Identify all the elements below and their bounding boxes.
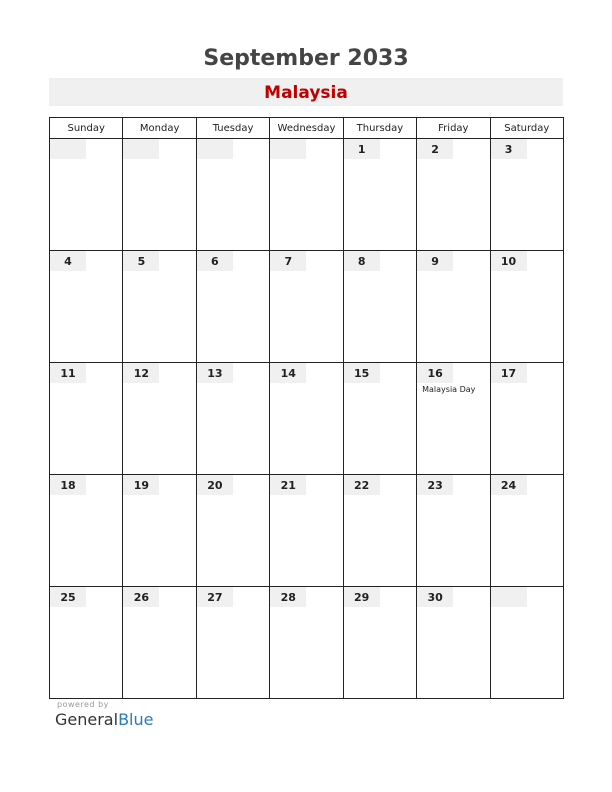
day-number: 13	[197, 363, 233, 383]
day-cell	[417, 475, 490, 587]
day-number: 6	[197, 251, 233, 271]
day-cell	[417, 251, 490, 363]
week-row	[50, 475, 564, 587]
day-cell	[417, 139, 490, 251]
weekday-header: Sunday	[50, 118, 123, 139]
day-number: 1	[344, 139, 380, 159]
calendar-body	[50, 139, 564, 699]
footer-branding	[55, 700, 153, 729]
weekday-header: Wednesday	[270, 118, 343, 139]
day-number	[50, 139, 86, 159]
day-cell	[196, 363, 269, 475]
calendar-title: September 2033	[203, 46, 409, 71]
day-cell	[417, 587, 490, 699]
day-number: 27	[197, 587, 233, 607]
day-cell	[123, 139, 196, 251]
day-cell	[50, 475, 123, 587]
day-cell	[490, 139, 563, 251]
day-number: 9	[417, 251, 453, 271]
logo-text-general: General	[55, 710, 119, 729]
day-number: 18	[50, 475, 86, 495]
logo-text-blue: Blue	[118, 710, 154, 729]
day-cell	[196, 475, 269, 587]
day-cell	[123, 475, 196, 587]
day-number: 23	[417, 475, 453, 495]
country-banner	[49, 78, 563, 106]
day-cell	[50, 251, 123, 363]
day-cell	[270, 363, 343, 475]
day-cell	[123, 587, 196, 699]
day-cell	[417, 363, 490, 475]
day-cell	[343, 139, 416, 251]
day-cell	[50, 587, 123, 699]
calendar-grid	[49, 117, 564, 699]
day-number: 8	[344, 251, 380, 271]
day-number: 14	[270, 363, 306, 383]
day-number: 4	[50, 251, 86, 271]
day-cell	[50, 363, 123, 475]
day-cell	[270, 251, 343, 363]
day-cell	[123, 251, 196, 363]
day-number: 15	[344, 363, 380, 383]
day-number	[123, 139, 159, 159]
day-cell	[196, 139, 269, 251]
day-cell	[490, 475, 563, 587]
day-number: 5	[123, 251, 159, 271]
weekday-header: Thursday	[343, 118, 416, 139]
day-cell	[123, 363, 196, 475]
day-cell	[50, 139, 123, 251]
day-cell	[196, 587, 269, 699]
day-number: 3	[491, 139, 527, 159]
weekday-header: Monday	[123, 118, 196, 139]
day-number: 29	[344, 587, 380, 607]
powered-by-label: powered by	[57, 700, 109, 709]
day-number: 7	[270, 251, 306, 271]
day-cell	[490, 251, 563, 363]
day-number: 21	[270, 475, 306, 495]
day-cell	[270, 587, 343, 699]
holiday-label: Malaysia Day	[422, 385, 476, 394]
day-number	[270, 139, 306, 159]
day-cell	[343, 363, 416, 475]
week-row	[50, 363, 564, 475]
day-cell	[196, 251, 269, 363]
day-number: 11	[50, 363, 86, 383]
generalblue-logo	[55, 710, 153, 729]
week-row	[50, 251, 564, 363]
day-cell	[270, 139, 343, 251]
day-number: 2	[417, 139, 453, 159]
day-number: 16	[417, 363, 453, 383]
day-number: 17	[491, 363, 527, 383]
day-number	[197, 139, 233, 159]
weekday-header: Saturday	[490, 118, 563, 139]
day-number: 20	[197, 475, 233, 495]
day-cell	[490, 363, 563, 475]
day-number: 28	[270, 587, 306, 607]
weekday-header: Friday	[417, 118, 490, 139]
day-number: 25	[50, 587, 86, 607]
week-row	[50, 139, 564, 251]
day-number: 30	[417, 587, 453, 607]
week-row	[50, 587, 564, 699]
day-number: 12	[123, 363, 159, 383]
day-number: 22	[344, 475, 380, 495]
day-number: 10	[491, 251, 527, 271]
day-cell	[343, 475, 416, 587]
day-cell	[490, 587, 563, 699]
day-cell	[270, 475, 343, 587]
day-number	[491, 587, 527, 607]
country-name: Malaysia	[264, 83, 348, 103]
weekday-header-row	[50, 118, 564, 139]
weekday-header: Tuesday	[196, 118, 269, 139]
day-number: 19	[123, 475, 159, 495]
day-number: 26	[123, 587, 159, 607]
day-cell	[343, 587, 416, 699]
day-number: 24	[491, 475, 527, 495]
day-cell	[343, 251, 416, 363]
